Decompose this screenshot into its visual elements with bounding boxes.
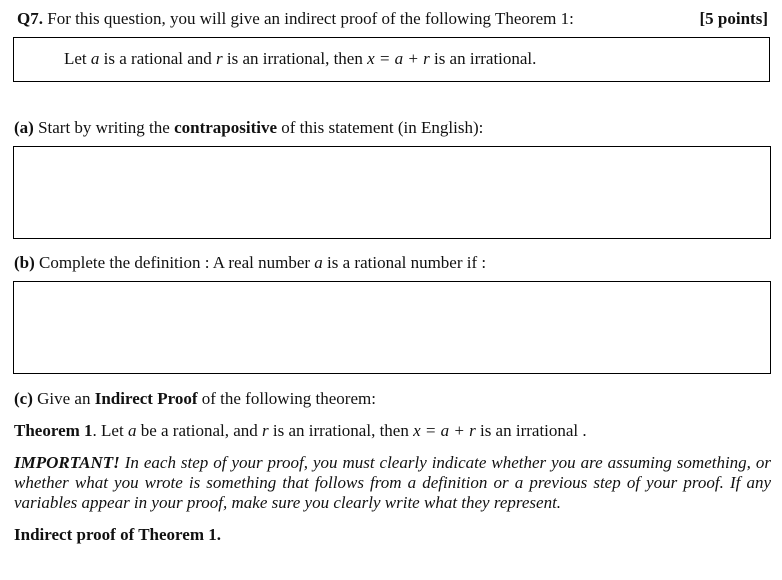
proof-heading: Indirect proof of Theorem 1. (14, 525, 221, 544)
part-a-text-after: of this statement (in English): (281, 118, 484, 137)
theorem-1-text-2: be a rational, and (140, 421, 258, 440)
variable-r: r (216, 49, 223, 68)
theorem-text-mid1: is a rational and (103, 49, 212, 68)
theorem-text-prefix: Let (64, 49, 87, 68)
part-a-text-before: Start by writing the (38, 118, 170, 137)
part-a-label: (a) (14, 118, 34, 137)
theorem-text-suffix: is an irrational. (433, 49, 537, 68)
variable-a: a (127, 421, 137, 440)
points-label: [5 points] (699, 9, 768, 28)
theorem-statement-box (13, 37, 770, 82)
part-a-bold-term: contrapositive (174, 118, 277, 137)
theorem-statement (64, 49, 536, 69)
theorem-1-text-3: is an irrational, then (272, 421, 409, 440)
theorem-1-text-1: . Let (92, 421, 124, 440)
part-a-prompt (14, 118, 483, 138)
expression-x-equals-a-plus-r: x = a + r (413, 421, 476, 440)
part-c-bold-term: Indirect Proof (94, 389, 198, 408)
question-title (17, 9, 574, 29)
answer-box-b[interactable] (13, 281, 771, 374)
theorem-text-mid2: is an irrational, then (226, 49, 363, 68)
important-note (14, 453, 771, 513)
part-b-text-after: is a rational number if : (327, 253, 487, 272)
part-b-label: (b) (14, 253, 35, 272)
theorem-1-statement (14, 421, 587, 441)
theorem-1-label: Theorem 1 (14, 421, 93, 440)
variable-a: a (90, 49, 100, 68)
part-b-text-before: Complete the definition : A real number (39, 253, 311, 272)
expression-x-equals-a-plus-r: x = a + r (367, 49, 430, 68)
part-b-prompt (14, 253, 486, 273)
part-c-label: (c) (14, 389, 33, 408)
important-lead: IMPORTANT! (14, 453, 120, 472)
variable-a: a (314, 253, 323, 272)
question-text: For this question, you will give an indirect proof of the following Theorem 1: (47, 9, 574, 28)
important-text: In each step of your proof, you must clearly indicate whether you are assuming something, or whether what you wrote is something that follows from a definition or a previous step of your proof. If any variables appear in your proof, make sure you clearly write what they represent. (14, 453, 772, 512)
theorem-1-text-4: is an irrational . (479, 421, 587, 440)
part-c-text-before: Give an (37, 389, 91, 408)
variable-r: r (262, 421, 269, 440)
question-number: Q7. (17, 9, 43, 28)
part-c-text-after: of the following theorem: (201, 389, 376, 408)
part-c-prompt (14, 389, 376, 409)
answer-box-a[interactable] (13, 146, 771, 239)
